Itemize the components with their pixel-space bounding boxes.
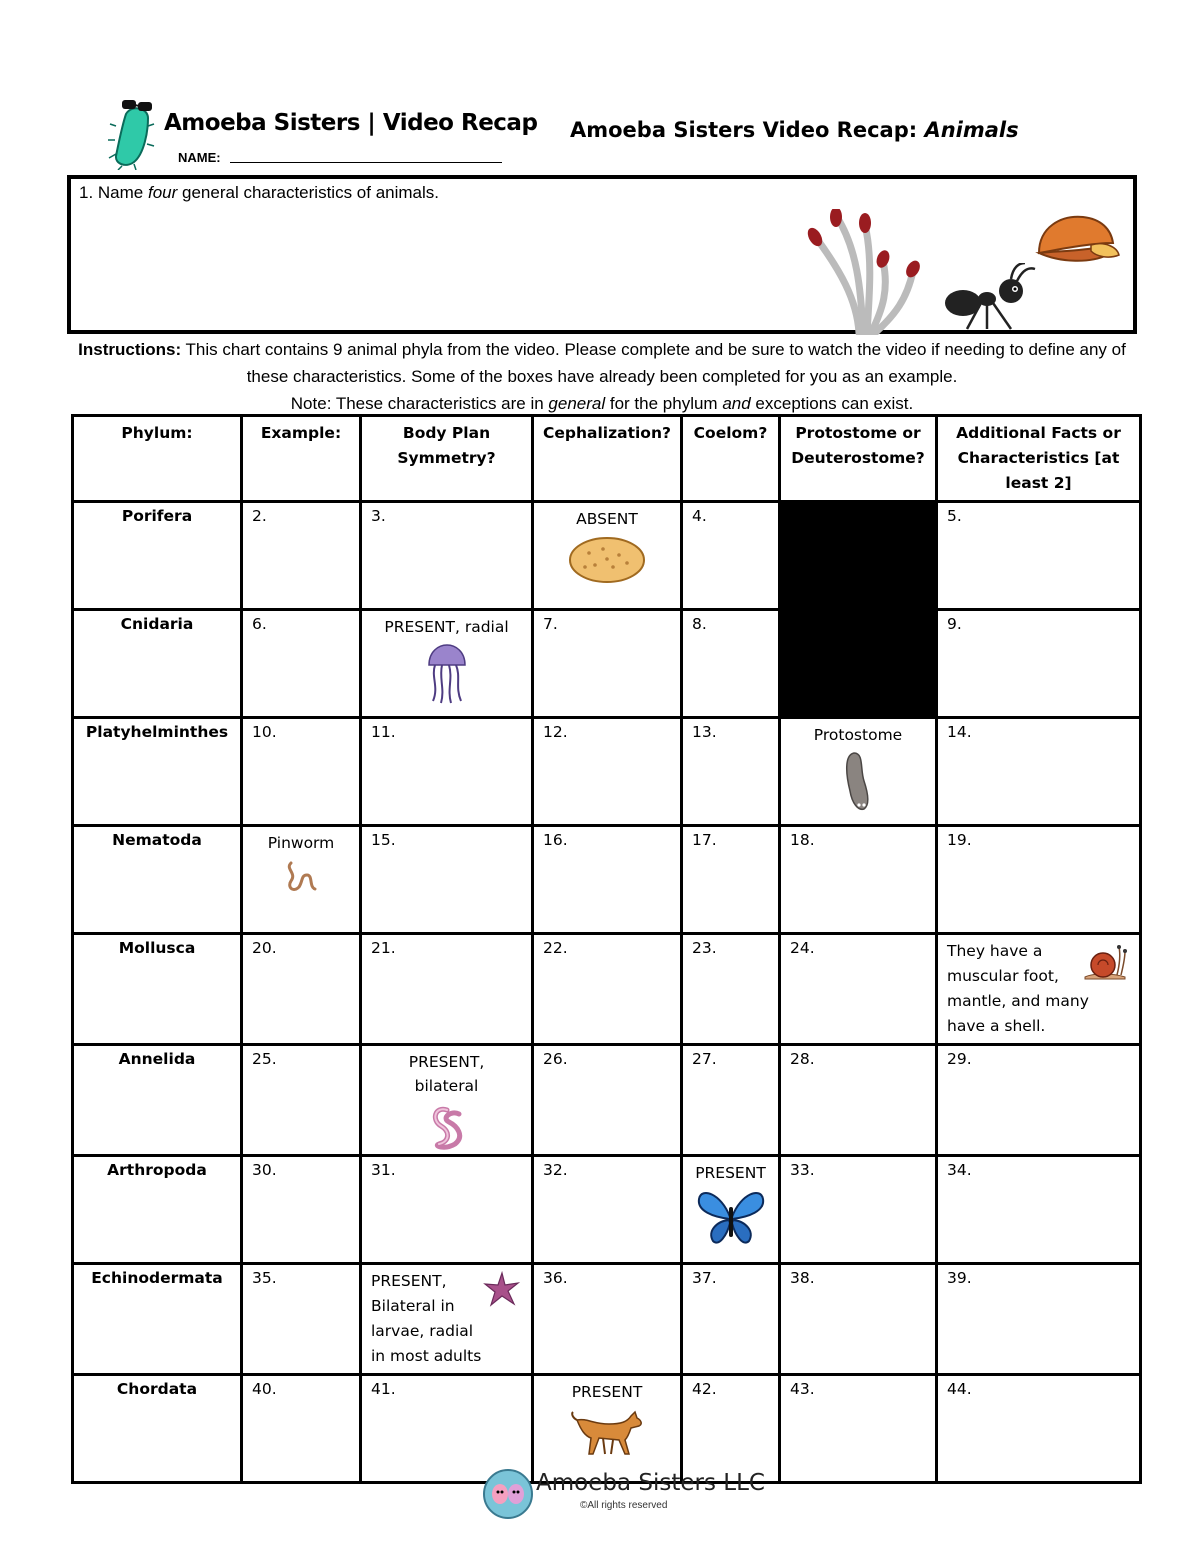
earthworm-icon: [425, 1102, 469, 1150]
answer-cell[interactable]: 25.: [242, 1045, 361, 1156]
answer-cell[interactable]: 35.: [242, 1264, 361, 1375]
answer-cell[interactable]: 17.: [682, 826, 780, 934]
jellyfish-icon: [425, 643, 469, 705]
instructions-text: Instructions: This chart contains 9 animal phyla from the video. Please complete and be sure to watch the video if needing to define any of these characteristics. Some of the boxes have already been completed for you as an example. Note: These characteristics are in general for the phylum and exceptions can exist.: [70, 336, 1134, 417]
example-cell: [533, 1375, 682, 1483]
answer-cell[interactable]: 24.: [780, 934, 937, 1045]
page-title: Amoeba Sisters Video Recap: Animals: [570, 118, 1019, 142]
answer-cell[interactable]: 5.: [937, 502, 1141, 610]
answer-cell[interactable]: 12.: [533, 718, 682, 826]
table-row: [73, 610, 1141, 718]
cell-value: ABSENT: [576, 510, 638, 528]
answer-cell[interactable]: 31.: [361, 1156, 533, 1264]
phylum-name: Chordata: [73, 1375, 242, 1483]
answer-cell[interactable]: 27.: [682, 1045, 780, 1156]
pinworm-icon: [283, 859, 319, 895]
footer-brand: Amoeba Sisters LLC: [536, 1470, 765, 1496]
phylum-name: Annelida: [73, 1045, 242, 1156]
table-row: [73, 1375, 1141, 1483]
tube-worms-icon: [799, 209, 927, 335]
answer-cell[interactable]: 28.: [780, 1045, 937, 1156]
cell-value: PRESENT, radial: [384, 618, 509, 636]
answer-cell[interactable]: 44.: [937, 1375, 1141, 1483]
answer-cell[interactable]: 16.: [533, 826, 682, 934]
phylum-name: Echinodermata: [73, 1264, 242, 1375]
phylum-name: Platyhelminthes: [73, 718, 242, 826]
snail-icon: [1083, 941, 1127, 981]
blacked-out-cell: [780, 502, 937, 718]
answer-cell[interactable]: 26.: [533, 1045, 682, 1156]
cell-value: Protostome: [813, 726, 903, 744]
answer-cell[interactable]: 34.: [937, 1156, 1141, 1264]
table-row: [73, 718, 1141, 826]
table-row: [73, 1264, 1141, 1375]
phylum-name: Nematoda: [73, 826, 242, 934]
example-cell: [780, 718, 937, 826]
example-cell: [682, 1156, 780, 1264]
answer-cell[interactable]: 20.: [242, 934, 361, 1045]
cell-value: PRESENT: [571, 1383, 643, 1401]
question-1-text: 1. Name four general characteristics of animals.: [79, 183, 440, 202]
answer-cell[interactable]: 9.: [937, 610, 1141, 718]
example-cell: [242, 826, 361, 934]
answer-cell[interactable]: 30.: [242, 1156, 361, 1264]
answer-cell[interactable]: 2.: [242, 502, 361, 610]
amoeba-sisters-badge-icon: [482, 1468, 534, 1520]
answer-cell[interactable]: 43.: [780, 1375, 937, 1483]
name-label: NAME:: [178, 150, 221, 165]
answer-cell[interactable]: 3.: [361, 502, 533, 610]
header-protostome: Protostome or Deuterostome?: [780, 416, 937, 502]
question-1-box[interactable]: [67, 175, 1137, 334]
answer-cell[interactable]: 32.: [533, 1156, 682, 1264]
answer-cell[interactable]: 29.: [937, 1045, 1141, 1156]
starfish-icon: [483, 1271, 521, 1307]
example-cell: [937, 934, 1141, 1045]
header-symmetry: Body Plan Symmetry?: [361, 416, 533, 502]
header-coelom: Coelom?: [682, 416, 780, 502]
answer-cell[interactable]: 42.: [682, 1375, 780, 1483]
wolf-icon: [569, 1408, 645, 1456]
answer-cell[interactable]: 19.: [937, 826, 1141, 934]
answer-cell[interactable]: 23.: [682, 934, 780, 1045]
name-field-line[interactable]: [230, 162, 502, 163]
sponge-icon: [567, 535, 647, 585]
answer-cell[interactable]: 10.: [242, 718, 361, 826]
answer-cell[interactable]: 33.: [780, 1156, 937, 1264]
butterfly-icon: [695, 1189, 767, 1247]
example-cell: [361, 1264, 533, 1375]
phylum-name: Cnidaria: [73, 610, 242, 718]
example-cell: [361, 1045, 533, 1156]
answer-cell[interactable]: 6.: [242, 610, 361, 718]
answer-cell[interactable]: 4.: [682, 502, 780, 610]
answer-cell[interactable]: 41.: [361, 1375, 533, 1483]
answer-cell[interactable]: 37.: [682, 1264, 780, 1375]
phylum-name: Mollusca: [73, 934, 242, 1045]
flatworm-icon: [840, 751, 876, 813]
answer-cell[interactable]: 39.: [937, 1264, 1141, 1375]
header-phylum: Phylum:: [73, 416, 242, 502]
table-row: [73, 826, 1141, 934]
answer-cell[interactable]: 38.: [780, 1264, 937, 1375]
table-row: [73, 1156, 1141, 1264]
answer-cell[interactable]: 8.: [682, 610, 780, 718]
answer-cell[interactable]: 40.: [242, 1375, 361, 1483]
example-cell: [361, 610, 533, 718]
table-row: [73, 1045, 1141, 1156]
cell-value: PRESENT: [695, 1164, 766, 1182]
answer-cell[interactable]: 36.: [533, 1264, 682, 1375]
answer-cell[interactable]: 15.: [361, 826, 533, 934]
answer-cell[interactable]: 7.: [533, 610, 682, 718]
answer-cell[interactable]: 22.: [533, 934, 682, 1045]
phyla-table: [71, 414, 1142, 1484]
cell-value: Pinworm: [267, 834, 335, 852]
answer-cell[interactable]: 13.: [682, 718, 780, 826]
cell-value: They have a muscular foot, mantle, and many have a shell.: [947, 942, 1089, 1035]
instructions-note: Note: These characteristics are in general for the phylum and exceptions can exist.: [290, 394, 914, 413]
table-row: [73, 934, 1141, 1045]
answer-cell[interactable]: 14.: [937, 718, 1141, 826]
phylum-name: Porifera: [73, 502, 242, 610]
header-cephalization: Cephalization?: [533, 416, 682, 502]
footer-copyright: ©All rights reserved: [580, 1500, 668, 1511]
ant-icon: [941, 263, 1037, 333]
header-example: Example:: [242, 416, 361, 502]
clam-shell-icon: [1031, 213, 1121, 269]
answer-cell[interactable]: 18.: [780, 826, 937, 934]
table-row: [73, 502, 1141, 610]
table-header-row: [73, 416, 1141, 502]
example-cell: [533, 502, 682, 610]
answer-cell[interactable]: 11.: [361, 718, 533, 826]
cell-value: PRESENT, bilateral: [408, 1053, 485, 1095]
phylum-name: Arthropoda: [73, 1156, 242, 1264]
answer-cell[interactable]: 21.: [361, 934, 533, 1045]
cell-value: PRESENT, Bilateral in larvae, radial in most adults: [371, 1272, 482, 1365]
header-additional-facts: Additional Facts or Characteristics [at least 2]: [937, 416, 1141, 502]
amoeba-mascot-icon: [108, 100, 154, 170]
logo-title: Amoeba Sisters | Video Recap: [164, 110, 538, 136]
